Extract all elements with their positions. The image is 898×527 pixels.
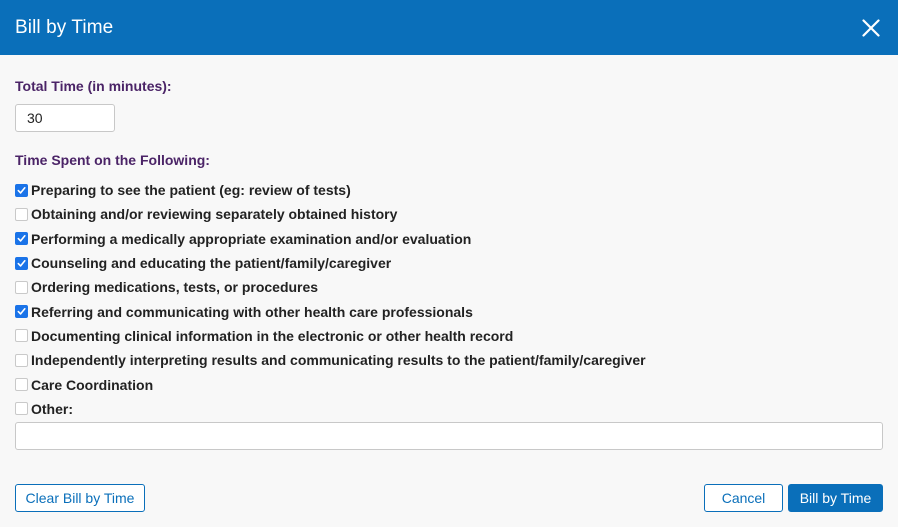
checkbox-unchecked-icon[interactable] xyxy=(15,354,28,367)
checklist-item-label: Ordering medications, tests, or procedures xyxy=(31,279,319,296)
checkbox-checked-icon[interactable] xyxy=(15,232,28,245)
other-text-input[interactable] xyxy=(15,422,883,450)
dialog-header xyxy=(0,0,898,55)
checklist-item-label: Performing a medically appropriate examination and/or evaluation xyxy=(31,230,472,247)
time-spent-checklist xyxy=(15,178,646,421)
checkbox-checked-icon[interactable] xyxy=(15,305,28,318)
checklist-item[interactable] xyxy=(15,348,646,372)
checkbox-unchecked-icon[interactable] xyxy=(15,378,28,391)
checkbox-unchecked-icon[interactable] xyxy=(15,208,28,221)
cancel-button[interactable]: Cancel xyxy=(704,484,783,512)
checklist-item-label: Obtaining and/or reviewing separately obtained history xyxy=(31,206,398,223)
checkbox-unchecked-icon[interactable] xyxy=(15,281,28,294)
total-time-label: Total Time (in minutes): xyxy=(15,78,172,94)
checklist-item-label: Other: xyxy=(31,400,73,417)
checklist-item-label: Preparing to see the patient (eg: review of tests) xyxy=(31,182,351,199)
clear-bill-by-time-button[interactable]: Clear Bill by Time xyxy=(15,484,145,512)
checklist-item[interactable] xyxy=(15,372,646,396)
checklist-item[interactable] xyxy=(15,251,646,275)
time-spent-label: Time Spent on the Following: xyxy=(15,152,210,168)
checklist-item-label: Documenting clinical information in the electronic or other health record xyxy=(31,327,514,344)
checkbox-unchecked-icon[interactable] xyxy=(15,329,28,342)
checklist-item-label: Counseling and educating the patient/family/caregiver xyxy=(31,255,392,272)
bill-by-time-button[interactable]: Bill by Time xyxy=(788,484,883,512)
checkbox-unchecked-icon[interactable] xyxy=(15,402,28,415)
checkbox-checked-icon[interactable] xyxy=(15,184,28,197)
checklist-item[interactable] xyxy=(15,299,646,323)
checkbox-checked-icon[interactable] xyxy=(15,257,28,270)
close-icon[interactable] xyxy=(860,17,882,39)
checklist-item-label: Independently interpreting results and communicating results to the patient/family/caregiver xyxy=(31,352,646,369)
checklist-item-label: Care Coordination xyxy=(31,376,154,393)
checklist-item[interactable] xyxy=(15,275,646,299)
checklist-item[interactable] xyxy=(15,202,646,226)
checklist-item[interactable] xyxy=(15,178,646,202)
checklist-item[interactable] xyxy=(15,397,646,421)
checklist-item[interactable] xyxy=(15,324,646,348)
checklist-item[interactable] xyxy=(15,227,646,251)
total-time-input[interactable] xyxy=(15,104,115,132)
checklist-item-label: Referring and communicating with other health care professionals xyxy=(31,303,473,320)
dialog-title: Bill by Time xyxy=(15,16,114,38)
